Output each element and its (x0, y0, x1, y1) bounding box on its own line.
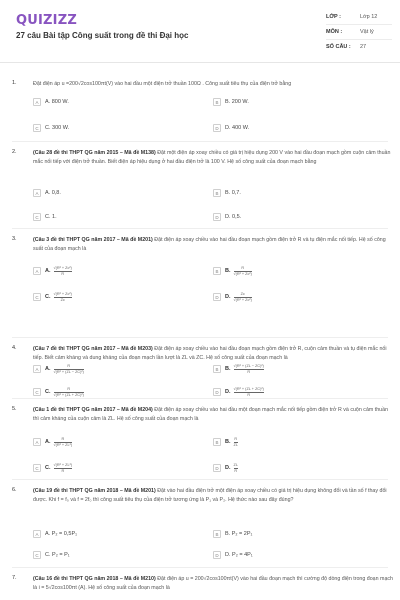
fraction-denominator: Zc (60, 298, 65, 302)
answer-option-b[interactable] (213, 364, 264, 374)
option-label: D. 400 W. (225, 125, 250, 131)
option-checkbox[interactable]: C (33, 551, 41, 559)
fraction-denominator: √(R² + (ZL − ZC)²) (53, 370, 84, 374)
fraction-denominator: √(R² + ZL²) (53, 443, 73, 447)
option-label: C. 300 W. (45, 125, 70, 131)
fraction-numerator: √(R² + Zc²) (53, 266, 72, 270)
option-checkbox[interactable]: D (213, 124, 221, 132)
question-source: (Câu 16 đề thi THPT QG năm 2018 – Mã đề M210) (33, 576, 156, 582)
fraction-numerator: Zc (240, 292, 245, 296)
option-checkbox[interactable]: A (33, 530, 41, 538)
option-checkbox[interactable]: C (33, 464, 41, 472)
question-number: 2. (12, 149, 17, 155)
fraction-denominator: R (247, 370, 251, 374)
meta-value: 27 (360, 44, 367, 50)
meta-value: Vật lý (360, 29, 374, 35)
option-checkbox[interactable]: A (33, 189, 41, 197)
option-label: D. P₂ = 4P₁ (225, 552, 253, 558)
option-label: C. (45, 294, 51, 300)
option-fraction (54, 463, 73, 473)
option-fraction (54, 387, 84, 397)
meta-value: Lớp 12 (360, 14, 378, 20)
quizizz-logo: QUIZIZZ (16, 13, 77, 28)
option-checkbox[interactable]: D (213, 464, 221, 472)
answer-option-d[interactable] (213, 387, 264, 397)
meta-key: SỐ CÂU : (326, 44, 351, 50)
option-label: B. (225, 268, 231, 274)
option-fraction (234, 292, 252, 302)
answer-option-d[interactable] (213, 551, 253, 559)
answer-option-b[interactable] (213, 189, 241, 197)
question-text (33, 80, 393, 89)
question-text (33, 236, 393, 253)
option-label: D. 0,5. (225, 214, 242, 220)
option-fraction (54, 266, 72, 276)
question-divider (12, 567, 388, 568)
option-label: B. 0,7. (225, 190, 241, 196)
option-label: D. (225, 389, 231, 395)
question-source: (Câu 19 đề thi THPT QG năm 2018 – Mã đề M201) (33, 488, 156, 494)
question-body: Đặt điện áp u = 200√2cos100πt(V) vào hai đầu đoạn mạch thì cường độ dòng điện trong đoạn mạch là i = 5√2cos100πt (A). Hệ số công suất của đoạn mạch là (33, 576, 394, 591)
fraction-denominator: √(R² + (ZL + ZC)²) (53, 393, 84, 397)
meta-row-count (326, 40, 392, 54)
question-divider (12, 398, 388, 399)
option-fraction (234, 463, 238, 473)
option-label: A. (45, 439, 51, 445)
fraction-denominator: ZL (233, 443, 238, 447)
option-checkbox[interactable]: A (33, 365, 41, 373)
meta-table (326, 10, 392, 54)
answer-option-d[interactable] (213, 213, 241, 221)
fraction-numerator: ZL (233, 463, 238, 467)
meta-key: LỚP : (326, 14, 341, 20)
option-checkbox[interactable]: B (213, 365, 221, 373)
option-label: A. (45, 268, 51, 274)
option-fraction (54, 292, 72, 302)
option-checkbox[interactable]: D (213, 551, 221, 559)
fraction-denominator: R (61, 469, 65, 473)
answer-option-c[interactable] (33, 124, 69, 132)
option-checkbox[interactable]: C (33, 124, 41, 132)
question-text (33, 345, 393, 362)
option-label: B. P₂ = 2P₁ (225, 531, 253, 537)
answer-option-a[interactable] (33, 364, 84, 374)
answer-option-b[interactable] (213, 266, 252, 276)
fraction-numerator: R (67, 364, 71, 368)
question-number: 6. (12, 487, 17, 493)
question-number: 1. (12, 80, 17, 86)
question-number: 4. (12, 345, 17, 351)
question-source: (Câu 28 đề thi THPT QG năm 2015 – Mã đề M138) (33, 150, 156, 156)
option-checkbox[interactable]: B (213, 267, 221, 275)
answer-option-b[interactable] (213, 98, 249, 106)
question-number: 3. (12, 236, 17, 242)
option-label: B. 200 W. (225, 99, 249, 105)
option-checkbox[interactable]: A (33, 98, 41, 106)
document-title: 27 câu Bài tập Công suất trong đề thi Đại học (16, 31, 189, 40)
fraction-numerator: √(R² + (ZL + ZC)²) (233, 387, 264, 391)
option-checkbox[interactable]: D (213, 213, 221, 221)
fraction-numerator: √(R² + (ZL − ZC)²) (233, 364, 264, 368)
meta-key: MÔN : (326, 29, 343, 35)
answer-option-a[interactable] (33, 437, 72, 447)
answer-option-a[interactable] (33, 189, 61, 197)
option-checkbox[interactable]: C (33, 388, 41, 396)
option-label: B. (225, 366, 231, 372)
meta-row-class (326, 10, 392, 25)
option-checkbox[interactable]: B (213, 438, 221, 446)
option-label: C. P₂ = P₁ (45, 552, 70, 558)
question-number: 7. (12, 575, 17, 581)
question-body: Đặt điện áp xoay chiều vào hai đầu đoạn mạch gồm điện trở R, cuộn cảm thuần và tụ điện mắc nối tiếp. Biết cảm kháng và dung kháng của đoạn mạch lần lượt là ZL và ZC. Hệ số công suất của đoạn mạch là (33, 346, 387, 361)
option-checkbox[interactable]: C (33, 213, 41, 221)
fraction-denominator: R (61, 272, 65, 276)
question-body: Đặt điện áp u =200√2cos100πt(V) vào hai đầu một điện trở thuần 100Ω . Công suất tiêu thụ của điện trở bằng (33, 81, 292, 87)
question-divider (12, 228, 388, 229)
answer-option-c[interactable] (33, 551, 70, 559)
fraction-numerator: R (61, 437, 65, 441)
question-divider (12, 337, 388, 338)
answer-option-c[interactable] (33, 463, 72, 473)
question-text (33, 149, 393, 166)
question-divider (12, 479, 388, 480)
answer-option-b[interactable] (213, 530, 252, 538)
question-text (33, 575, 393, 592)
question-body: Đặt điện áp xoay chiều vào hai đầu một đoạn mạch mắc nối tiếp gồm điện trở R và cuộn cảm thuần thì cảm kháng của cuộn cảm là ZL. Hệ số công suất của đoạn mạch là (33, 407, 389, 422)
option-label: C. (45, 465, 51, 471)
question-source: (Câu 3 đề thi THPT QG năm 2017 – Mã đề M201) (33, 237, 153, 243)
fraction-numerator: √(R² + Zc²) (53, 292, 72, 296)
option-checkbox[interactable]: B (213, 189, 221, 197)
option-label: A. 0,8. (45, 190, 61, 196)
question-number: 5. (12, 406, 17, 412)
fraction-denominator: R (234, 469, 238, 473)
question-divider (12, 141, 388, 142)
option-fraction (234, 266, 252, 276)
option-checkbox[interactable]: C (33, 293, 41, 301)
option-label: C. 1. (45, 214, 57, 220)
fraction-numerator: R (67, 387, 71, 391)
fraction-denominator: R (247, 393, 251, 397)
option-label: D. (225, 465, 231, 471)
answer-option-a[interactable] (33, 266, 72, 276)
answer-option-a[interactable] (33, 530, 77, 538)
option-checkbox[interactable]: B (213, 530, 221, 538)
page-header (0, 0, 400, 63)
option-fraction (234, 364, 264, 374)
option-fraction (54, 364, 84, 374)
question-source: (Câu 7 đề thi THPT QG năm 2017 – Mã đề M203) (33, 346, 153, 352)
meta-row-subject (326, 25, 392, 40)
question-text (33, 406, 393, 423)
answer-option-b[interactable] (213, 437, 238, 447)
question-body: Đặt vào hai đầu điện trở một điện áp xoay chiều có giá trị hiệu dụng không đổi và tần số f thay đổi được. Khi f = f₀ và f = 2f₀ thì công suất tiêu thụ của điện trở tương ứng là P₁ và P₂. Hệ thức nào sau đây đúng? (33, 488, 387, 503)
answer-option-d[interactable] (213, 292, 252, 302)
question-body: Đặt điện áp xoay chiều vào hai đầu đoạn mạch gồm điện trở R và tụ điện mắc nối tiếp. Hệ số công suất của đoạn mạch là (33, 237, 386, 252)
option-label: A. (45, 366, 51, 372)
option-label: A. P₂ = 0,5P₁ (45, 531, 77, 537)
option-label: A. 800 W. (45, 99, 69, 105)
answer-option-d[interactable] (213, 463, 238, 473)
option-fraction (234, 437, 238, 447)
fraction-numerator: R (234, 437, 238, 441)
option-label: C. (45, 389, 51, 395)
option-fraction (54, 437, 73, 447)
answer-option-c[interactable] (33, 213, 57, 221)
option-checkbox[interactable]: A (33, 267, 41, 275)
option-fraction (234, 387, 264, 397)
option-checkbox[interactable]: D (213, 388, 221, 396)
answer-option-c[interactable] (33, 292, 72, 302)
fraction-denominator: √(R² + Zc²) (233, 272, 252, 276)
fraction-numerator: R (241, 266, 245, 270)
option-label: D. (225, 294, 231, 300)
question-text (33, 487, 393, 504)
fraction-numerator: √(R² + ZL²) (53, 463, 73, 467)
question-body: Đặt một điện áp xoay chiều có giá trị hiệu dụng 200 V vào hai đầu đoạn mạch gồm cuộn cảm thuần mắc nối tiếp với điện trở thuần. Biết điện áp hiệu dụng ở hai đầu điện trở là 100 V. Hệ số công suất của đoạn mạch bằng (33, 150, 391, 165)
answer-option-d[interactable] (213, 124, 249, 132)
answer-option-c[interactable] (33, 387, 84, 397)
option-checkbox[interactable]: B (213, 98, 221, 106)
option-label: B. (225, 439, 231, 445)
option-checkbox[interactable]: A (33, 438, 41, 446)
option-checkbox[interactable]: D (213, 293, 221, 301)
answer-option-a[interactable] (33, 98, 69, 106)
question-source: (Câu 1 đề thi THPT QG năm 2017 – Mã đề M204) (33, 407, 153, 413)
fraction-denominator: √(R² + Zc²) (233, 298, 252, 302)
